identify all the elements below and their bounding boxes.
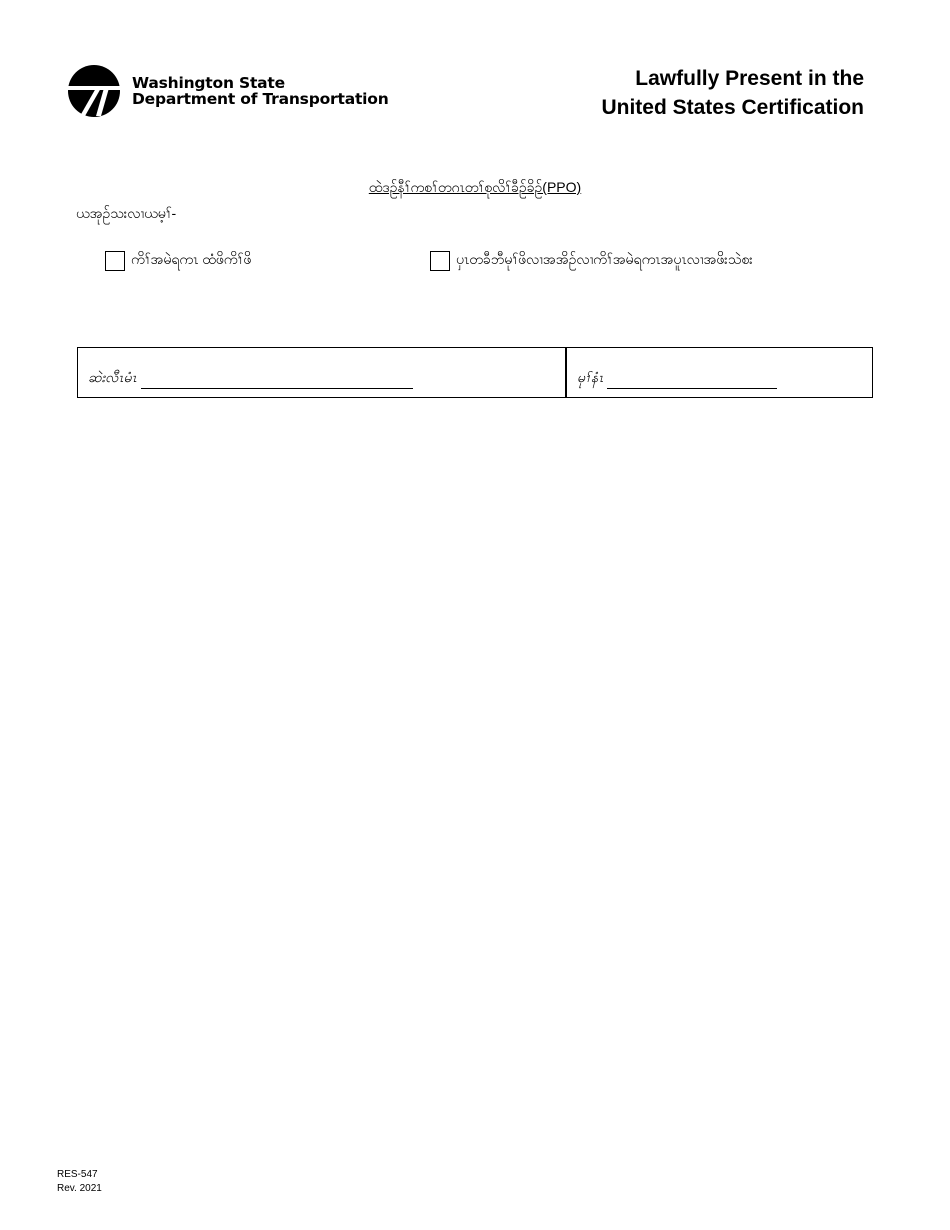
signature-table bbox=[77, 347, 873, 398]
option-citizen[interactable] bbox=[105, 250, 251, 271]
section-heading: ထဲဒဉ်နီၢ်ကစၢ်တဂၤတၢ်စုလိၢ်ခီဉ်ခိဉ်(PPO) bbox=[368, 179, 582, 195]
lawful-resident-label: ပှၤတခီဘီမုၢ်ဖိလၢအအိဉ်လၢကိၢ်အမဲရကၤအပူၤလၢအဖိးသဲစး bbox=[456, 251, 753, 267]
option-lawful-resident[interactable] bbox=[430, 250, 753, 271]
org-name-line2: Department of Transportation bbox=[132, 90, 389, 108]
signature-field[interactable] bbox=[141, 374, 413, 389]
org-name-line1: Washington State bbox=[132, 74, 285, 92]
citizen-checkbox[interactable] bbox=[105, 251, 125, 271]
logo-wordmark bbox=[132, 75, 389, 107]
wsdot-logo bbox=[66, 64, 389, 118]
date-label: မုၢ်နံၤ bbox=[577, 369, 604, 385]
form-footer bbox=[57, 1168, 102, 1196]
citizen-label: ကိၢ်အမဲရကၤ ထံဖိကိၢ်ဖိ bbox=[131, 251, 252, 267]
title-line1: Lawfully Present in the bbox=[635, 67, 864, 90]
intro-label: ယအုဉ်သးလၢယမ့ၢ်- bbox=[76, 205, 177, 221]
date-cell bbox=[567, 348, 872, 397]
document-title bbox=[601, 64, 864, 122]
form-number: RES-547 bbox=[57, 1169, 98, 1180]
title-line2: United States Certification bbox=[601, 96, 864, 119]
signature-cell bbox=[78, 348, 567, 397]
wsdot-logo-icon bbox=[66, 64, 122, 118]
date-field[interactable] bbox=[607, 374, 777, 389]
signature-label: ဆဲးလီၤမံၤ bbox=[88, 369, 137, 385]
lawful-resident-checkbox[interactable] bbox=[430, 251, 450, 271]
form-revision: Rev. 2021 bbox=[57, 1183, 102, 1194]
